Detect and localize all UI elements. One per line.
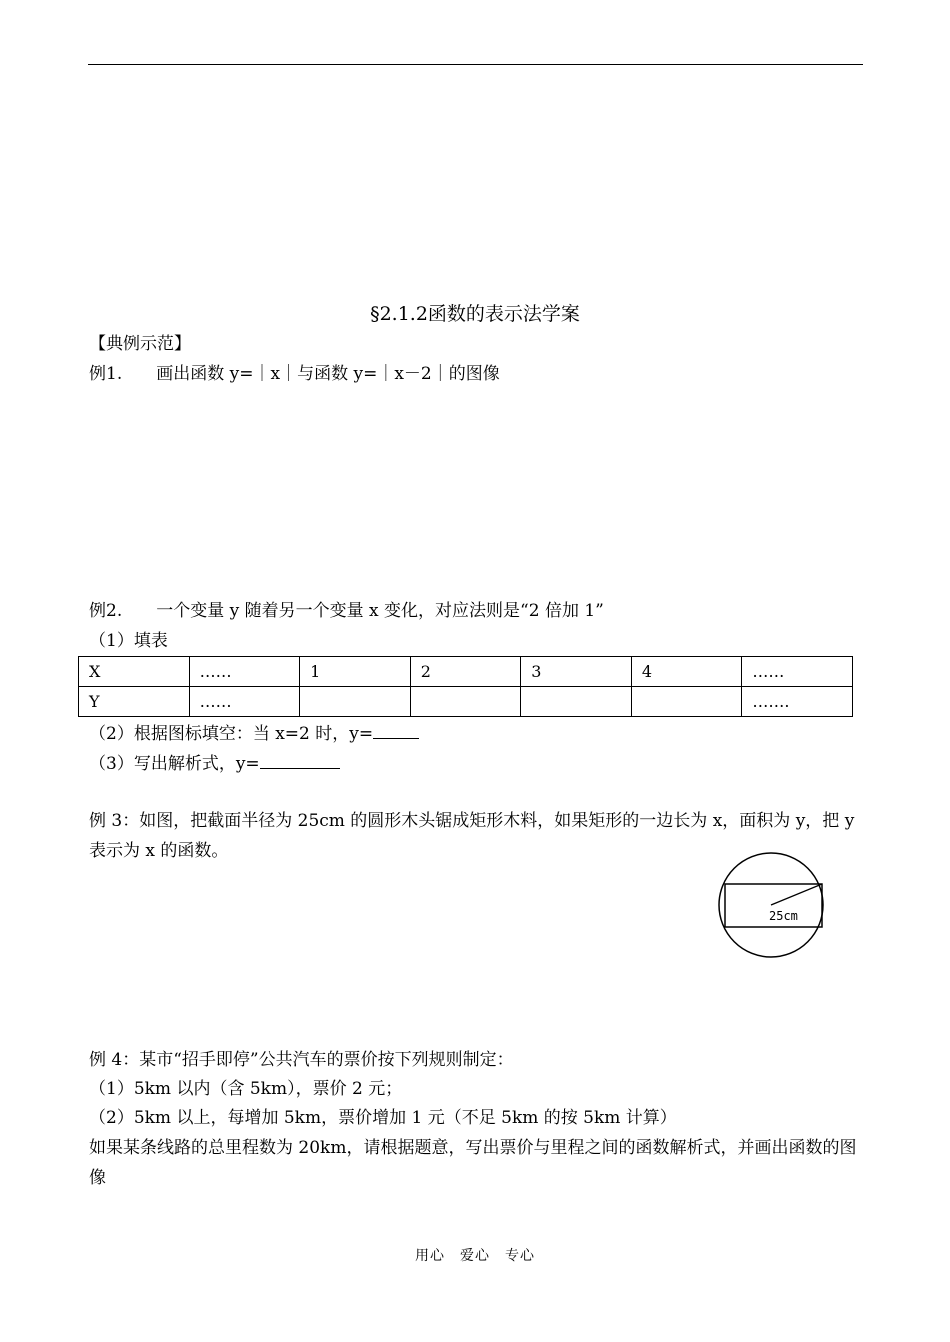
table-cell: Y (79, 687, 190, 717)
answer-blank (260, 751, 340, 769)
example-2-part-3 (89, 751, 340, 776)
example-2-part-2-text: （2）根据图标填空：当 x=2 时，y= (89, 724, 374, 744)
table-cell (410, 687, 521, 717)
circle-rectangle-figure (716, 852, 828, 960)
table-row-y (79, 687, 853, 717)
example-2-label: 例2. (89, 601, 123, 621)
header-rule (88, 64, 863, 65)
example-2 (89, 599, 604, 623)
radius-label: 25cm (769, 909, 798, 923)
example-2-part-2 (89, 721, 419, 746)
table-cell: 2 (410, 657, 521, 687)
example-3-text: 例 3：如图，把截面半径为 25cm 的圆形木头锯成矩形木料，如果矩形的一边长为 x，面积为 y，把 y 表示为 x 的函数。 (89, 811, 855, 861)
example-2-part-1: （1）填表 (89, 631, 168, 651)
table-cell: …… (189, 687, 300, 717)
radius-line (771, 884, 822, 905)
table-cell: …… (189, 657, 300, 687)
table-cell: …… (742, 657, 853, 687)
page-title: §2.1.2函数的表示法学案 (370, 303, 580, 325)
table-cell (631, 687, 742, 717)
table-cell: X (79, 657, 190, 687)
table-cell: 3 (521, 657, 632, 687)
answer-blank (373, 721, 419, 739)
section-heading: 【典例示范】 (89, 334, 191, 354)
example-2-text: 一个变量 y 随着另一个变量 x 变化，对应法则是“2 倍加 1” (156, 601, 604, 621)
table-cell: ……. (742, 687, 853, 717)
table-cell (521, 687, 632, 717)
example-4-question: 如果某条线路的总里程数为 20km，请根据题意，写出票价与里程之间的函数解析式，并画出函数的图像 (89, 1138, 857, 1188)
example-1 (89, 362, 500, 386)
example-4-intro: 例 4：某市“招手即停”公共汽车的票价按下列规则制定： (89, 1050, 514, 1070)
example-1-text: 画出函数 y=｜x｜与函数 y=｜x－2｜的图像 (156, 364, 500, 384)
example-2-part-3-text: （3）写出解析式，y= (89, 754, 260, 774)
table-cell: 4 (631, 657, 742, 687)
table-row-x (79, 657, 853, 687)
example-1-label: 例1. (89, 364, 123, 384)
table-cell (300, 687, 411, 717)
fill-in-table (78, 656, 853, 717)
example-4-rule-2: （2）5km 以上，每增加 5km，票价增加 1 元（不足 5km 的按 5km 计算） (89, 1108, 677, 1128)
table-cell: 1 (300, 657, 411, 687)
page-footer: 用心 爱心 专心 (415, 1248, 535, 1264)
example-4-rule-1: （1）5km 以内（含 5km），票价 2 元； (89, 1079, 403, 1099)
